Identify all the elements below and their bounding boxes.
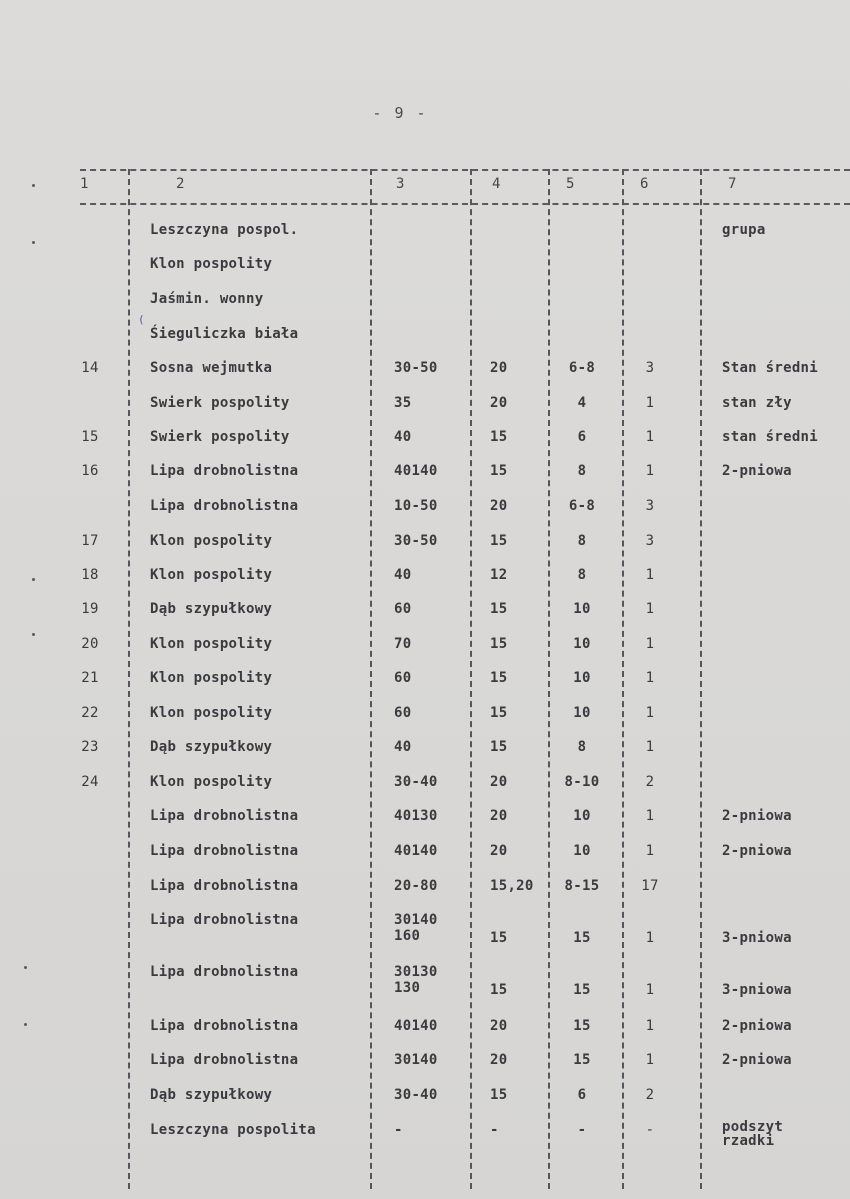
- table-cell-c7: Stan średni: [722, 360, 819, 376]
- table-cell-c4: 15: [490, 429, 508, 445]
- table-cell-c2: Swierk pospolity: [150, 429, 290, 445]
- table-cell-c1: 24: [81, 774, 99, 790]
- header-col-1: 1: [80, 176, 89, 192]
- table-cell-c6: 1: [645, 1052, 655, 1068]
- header-col-6: 6: [640, 176, 649, 192]
- table-cell-c6: 1: [645, 395, 655, 411]
- table-cell-c5: 6-8: [568, 498, 596, 514]
- table-cell-c7: 2-pniowa: [722, 808, 792, 824]
- table-cell-c2: Leszczyna pospol.: [150, 222, 299, 238]
- table-cell-c5: 4: [577, 395, 587, 411]
- table-cell-c2: Klon pospolity: [150, 705, 273, 721]
- table-cell-c7: 2-pniowa: [722, 1052, 792, 1068]
- margin-dot: [24, 966, 27, 969]
- table-cell-c2: Leszczyna pospolita: [150, 1122, 316, 1138]
- table-cell-c2: Jaśmin. wonny: [150, 291, 264, 307]
- table-cell-c2: Lipa drobnolistna: [150, 808, 299, 824]
- table-cell-c2: Lipa drobnolistna: [150, 912, 299, 928]
- table-cell-c3: 40140: [394, 843, 438, 859]
- column-divider: [548, 169, 550, 1189]
- table-cell-c4: 15,20: [490, 878, 534, 894]
- table-cell-c2: Dąb szypułkowy: [150, 1087, 273, 1103]
- table-cell-c4: 15: [490, 705, 508, 721]
- table-cell-c4: 20: [490, 1018, 508, 1034]
- table-cell-c5: 10: [573, 601, 591, 617]
- table-cell-c4: 15: [490, 636, 508, 652]
- column-divider: [370, 169, 372, 1189]
- table-cell-c5: 10: [573, 843, 591, 859]
- table-cell-c3: 60: [394, 670, 412, 686]
- table-cell-c4: 15: [490, 982, 508, 998]
- table-cell-c2: Dąb szypułkowy: [150, 739, 273, 755]
- table-cell-c3: 30-40: [394, 1087, 438, 1103]
- table-cell-c2: Swierk pospolity: [150, 395, 290, 411]
- table-cell-c3: 30140: [394, 1052, 438, 1068]
- table-cell-c6: 2: [645, 1087, 655, 1103]
- table-cell-c2: Klon pospolity: [150, 533, 273, 549]
- handwritten-mark: (: [138, 313, 145, 326]
- table-cell-c4: 20: [490, 808, 508, 824]
- table-cell-c5: 10: [573, 636, 591, 652]
- table-cell-c3: 20-80: [394, 878, 438, 894]
- table-cell-c6: 1: [645, 930, 655, 946]
- table-cell-c5: 6: [577, 1087, 587, 1103]
- table-cell-c7: grupa: [722, 222, 766, 238]
- table-cell-c6: 1: [645, 463, 655, 479]
- table-cell-c6: -: [645, 1122, 655, 1138]
- table-cell-c5: 8: [577, 739, 587, 755]
- table-cell-c5: 15: [573, 930, 591, 946]
- table-cell-c2: Klon pospolity: [150, 636, 273, 652]
- table-cell-c1: 16: [81, 463, 99, 479]
- table-cell-c5: 8-10: [564, 774, 600, 790]
- table-cell-c2: Lipa drobnolistna: [150, 463, 299, 479]
- table-cell-c2: Klon pospolity: [150, 256, 273, 272]
- table-cell-c2: Klon pospolity: [150, 670, 273, 686]
- table-cell-c3: 60: [394, 705, 412, 721]
- table-cell-c6: 1: [645, 1018, 655, 1034]
- table-cell-c4: 15: [490, 1087, 508, 1103]
- table-cell-c3: 30130 130: [394, 964, 438, 996]
- table-cell-c2: Lipa drobnolistna: [150, 843, 299, 859]
- margin-dot: [32, 578, 35, 581]
- table-cell-c6: 1: [645, 636, 655, 652]
- header-col-2: 2: [176, 176, 185, 192]
- table-cell-c7: stan zły: [722, 395, 792, 411]
- table-cell-c2: Lipa drobnolistna: [150, 1018, 299, 1034]
- margin-dot: [32, 241, 35, 244]
- table-cell-c3: 70: [394, 636, 412, 652]
- table-cell-c3: 60: [394, 601, 412, 617]
- table-cell-c4: 20: [490, 395, 508, 411]
- table-cell-c6: 3: [645, 360, 655, 376]
- table-cell-c7: stan średni: [722, 429, 819, 445]
- header-col-3: 3: [396, 176, 405, 192]
- table-cell-c4: 15: [490, 533, 508, 549]
- table-cell-c3: 30-40: [394, 774, 438, 790]
- table-cell-c7: 2-pniowa: [722, 843, 792, 859]
- table-cell-c6: 1: [645, 808, 655, 824]
- table-top-rule: [80, 169, 850, 171]
- table-cell-c7: 2-pniowa: [722, 1018, 792, 1034]
- table-cell-c3: 40140: [394, 463, 438, 479]
- table-cell-c3: 40140: [394, 1018, 438, 1034]
- table-cell-c2: Lipa drobnolistna: [150, 1052, 299, 1068]
- table-cell-c4: -: [490, 1122, 499, 1138]
- table-cell-c5: 8-15: [564, 878, 600, 894]
- table-cell-c5: 8: [577, 533, 587, 549]
- column-divider: [128, 169, 130, 1189]
- table-cell-c6: 1: [645, 567, 655, 583]
- table-cell-c5: 15: [573, 1052, 591, 1068]
- table-cell-c1: 22: [81, 705, 99, 721]
- table-cell-c3: 40130: [394, 808, 438, 824]
- table-cell-c5: 15: [573, 1018, 591, 1034]
- column-divider: [700, 169, 702, 1189]
- table-cell-c6: 1: [645, 843, 655, 859]
- table-cell-c2: Klon pospolity: [150, 567, 273, 583]
- table-cell-c3: 35: [394, 395, 412, 411]
- table-cell-c6: 1: [645, 670, 655, 686]
- table-cell-c3: 30-50: [394, 360, 438, 376]
- table-cell-c5: 8: [577, 463, 587, 479]
- table-cell-c4: 15: [490, 739, 508, 755]
- table-cell-c2: Sosna wejmutka: [150, 360, 273, 376]
- table-cell-c3: 40: [394, 429, 412, 445]
- table-header-rule: [80, 203, 850, 205]
- table-cell-c2: Lipa drobnolistna: [150, 878, 299, 894]
- table-cell-c7: 2-pniowa: [722, 463, 792, 479]
- page-number: - 9 -: [372, 104, 428, 122]
- table-cell-c5: 6: [577, 429, 587, 445]
- table-cell-c6: 3: [645, 533, 655, 549]
- table-cell-c7: 3-pniowa: [722, 982, 792, 998]
- table-cell-c3: 40: [394, 739, 412, 755]
- table-cell-c6: 1: [645, 739, 655, 755]
- table-cell-c2: Śieguliczka biała: [150, 326, 299, 342]
- table-cell-c1: 21: [81, 670, 99, 686]
- table-cell-c6: 1: [645, 705, 655, 721]
- table-cell-c5: 6-8: [568, 360, 596, 376]
- table-cell-c5: 10: [573, 808, 591, 824]
- header-col-5: 5: [566, 176, 575, 192]
- table-cell-c7: 3-pniowa: [722, 930, 792, 946]
- table-cell-c1: 23: [81, 739, 99, 755]
- column-divider: [470, 169, 472, 1189]
- table-cell-c3: 40: [394, 567, 412, 583]
- table-cell-c4: 20: [490, 1052, 508, 1068]
- table-cell-c4: 20: [490, 843, 508, 859]
- table-cell-c2: Dąb szypułkowy: [150, 601, 273, 617]
- table-cell-c6: 3: [645, 498, 655, 514]
- table-cell-c5: 15: [573, 982, 591, 998]
- table-cell-c4: 20: [490, 360, 508, 376]
- table-cell-c2: Klon pospolity: [150, 774, 273, 790]
- table-cell-c6: 1: [645, 429, 655, 445]
- table-cell-c5: 10: [573, 705, 591, 721]
- table-cell-c4: 20: [490, 774, 508, 790]
- table-cell-c1: 14: [81, 360, 99, 376]
- table-cell-c5: -: [577, 1122, 587, 1138]
- table-cell-c1: 18: [81, 567, 99, 583]
- table-cell-c3: 10-50: [394, 498, 438, 514]
- margin-dot: [32, 184, 35, 187]
- table-cell-c5: 10: [573, 670, 591, 686]
- margin-dot: [32, 633, 35, 636]
- table-cell-c1: 15: [81, 429, 99, 445]
- table-cell-c7: podszyt rzadki: [722, 1119, 784, 1149]
- column-divider: [622, 169, 624, 1189]
- table-cell-c4: 12: [490, 567, 508, 583]
- table-cell-c6: 1: [645, 982, 655, 998]
- table-cell-c1: 17: [81, 533, 99, 549]
- header-col-4: 4: [492, 176, 501, 192]
- table-cell-c2: Lipa drobnolistna: [150, 498, 299, 514]
- table-cell-c4: 15: [490, 601, 508, 617]
- table-cell-c4: 15: [490, 930, 508, 946]
- margin-dot: [24, 1023, 27, 1026]
- table-cell-c5: 8: [577, 567, 587, 583]
- table-cell-c6: 1: [645, 601, 655, 617]
- table-cell-c3: 30-50: [394, 533, 438, 549]
- table-cell-c6: 2: [645, 774, 655, 790]
- table-cell-c3: 30140 160: [394, 912, 438, 944]
- table-cell-c4: 15: [490, 670, 508, 686]
- table-cell-c1: 20: [81, 636, 99, 652]
- header-col-7: 7: [728, 176, 737, 192]
- table-cell-c4: 20: [490, 498, 508, 514]
- table-cell-c1: 19: [81, 601, 99, 617]
- table-cell-c6: 17: [641, 878, 659, 894]
- table-cell-c4: 15: [490, 463, 508, 479]
- table-cell-c2: Lipa drobnolistna: [150, 964, 299, 980]
- table-cell-c3: -: [394, 1122, 403, 1138]
